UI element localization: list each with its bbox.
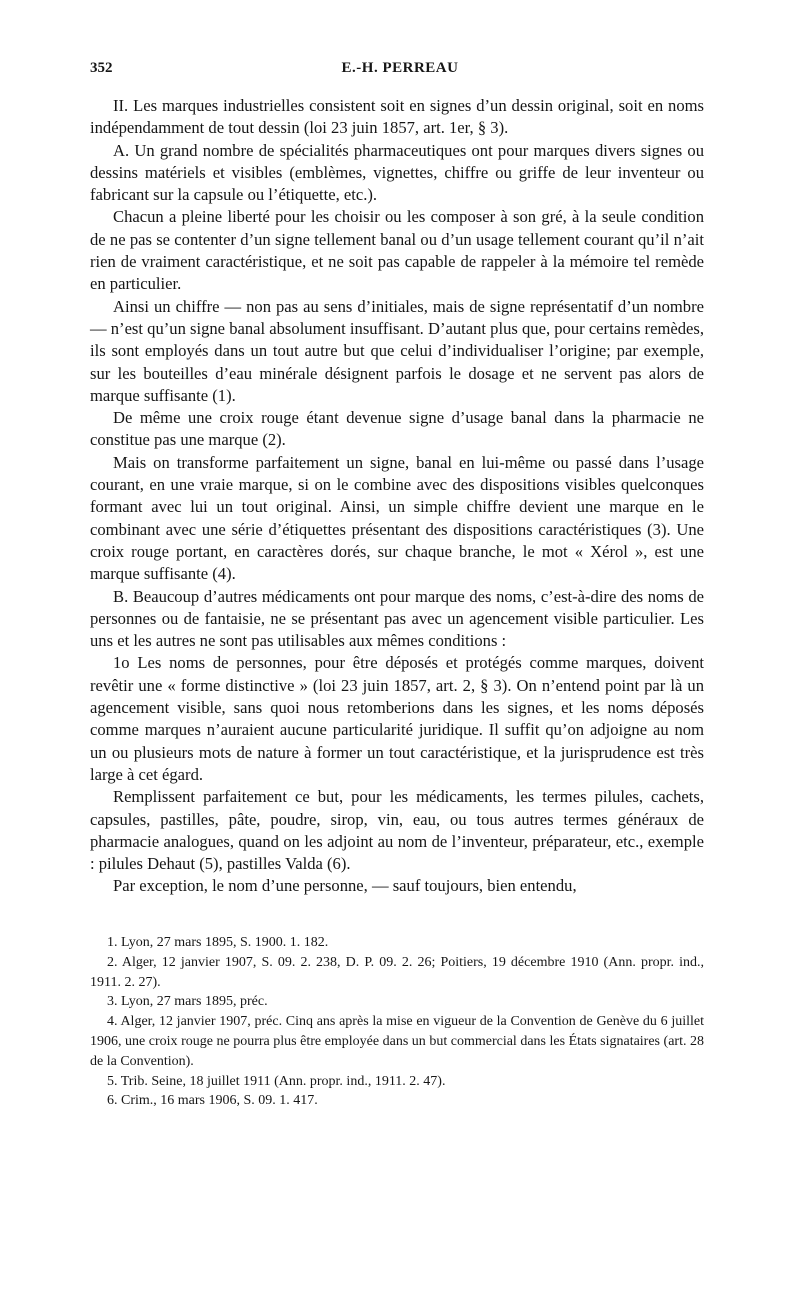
page-number: 352: [90, 60, 113, 76]
paragraph: A. Un grand nombre de spécialités pharmaceutiques ont pour marques divers signes ou dessins matériels et visibles (emblèmes, vignettes, chiffre ou griffe de leur inventeur ou fabricant sur la capsule ou l’étiquette, etc.).: [90, 140, 704, 205]
paragraph: Remplissent parfaitement ce but, pour les médicaments, les termes pilules, cachets, capsules, pastilles, pâte, poudre, sirop, vin, eau, ou tous autres termes généraux de pharmacie analogues, quand on les adjoint au nom de l’inventeur, préparateur, etc., exemple : pilules Dehaut (5), pastilles Valda (6).: [90, 787, 704, 874]
footnote: 2. Alger, 12 janvier 1907, S. 09. 2. 238, D. P. 09. 2. 26; Poitiers, 19 décembre 1910 (Ann. propr. ind., 1911. 2. 27).: [90, 954, 704, 990]
paragraph: 1o Les noms de personnes, pour être déposés et protégés comme marques, doivent revêtir une « forme distinctive » (loi 23 juin 1857, art. 2, § 3). On n’entend point par là un agencement visible, sans quoi nous retomberions dans les signes, et les noms déposés comme marques n’auraient aucune particularité juridique. Il suffit qu’on adjoigne au nom un ou plusieurs mots de nature à former un tout caractéristique, et la jurisprudence est très large à cet égard.: [90, 653, 704, 784]
paragraph: II. Les marques industrielles consistent soit en signes d’un dessin original, soit en noms indépendamment de tout dessin (loi 23 juin 1857, art. 1er, § 3).: [90, 96, 704, 138]
footnote: 1. Lyon, 27 mars 1895, S. 1900. 1. 182.: [107, 935, 329, 950]
footnote: 3. Lyon, 27 mars 1895, préc.: [107, 994, 268, 1010]
paragraph: B. Beaucoup d’autres médicaments ont pour marque des noms, c’est-à-dire des noms de personnes ou de fantaisie, ne se présentant pas avec un agencement visible particulier. Les uns et les autres ne sont pas utilisables aux mêmes conditions :: [90, 586, 704, 651]
running-title: E.-H. PERREAU: [341, 60, 459, 76]
footnote: 4. Alger, 12 janvier 1907, préc. Cinq ans après la mise en vigueur de la Convention de Genève du 6 juillet 1906, une croix rouge ne pourra plus être employée dans un but commercial dans les États signataires (art. 28 de la Convention).: [90, 1014, 704, 1069]
paragraph: De même une croix rouge étant devenue signe d’usage banal dans la pharmacie ne constitue pas une marque (2).: [90, 408, 704, 450]
paragraph: Chacun a pleine liberté pour les choisir ou les composer à son gré, à la seule condition de ne pas se contenter d’un signe tellement banal ou d’un usage tellement courant qu’il n’ait rien de vraiment caractéristique, et ne soit pas capable de rappeler à la mémoire tel remède en particulier.: [90, 207, 704, 294]
paragraph: Mais on transforme parfaitement un signe, banal en lui-même ou passé dans l’usage courant, en une vraie marque, si on le combine avec des dispositions visibles quelconques formant avec lui un tout original. Ainsi, un simple chiffre devient une marque en le combinant avec une série d’étiquettes présentant des dispositions caractéristiques (3). Une croix rouge portant, en caractères dorés, sur chaque branche, le mot « Xérol », est une marque suffisante (4).: [90, 452, 704, 584]
main-text: [90, 95, 704, 898]
footnote: 6. Crim., 16 mars 1906, S. 09. 1. 417.: [107, 1093, 318, 1109]
paragraph: Ainsi un chiffre — non pas au sens d’initiales, mais de signe représentatif d’un nombre — n’est qu’un signe banal absolument insuffisant. D’autant plus que, pour certains remèdes, ils sont employés dans un tout autre but que celui d’individualiser l’origine; par exemple, sur les bouteilles d’eau minérale désignent parfois le dosage et ne servent pas alors de marque suffisante (1).: [90, 296, 704, 405]
paragraph: Par exception, le nom d’une personne, — sauf toujours, bien entendu,: [113, 876, 577, 896]
running-header: [90, 60, 710, 86]
footnotes: [90, 933, 704, 1111]
footnote: 5. Trib. Seine, 18 juillet 1911 (Ann. propr. ind., 1911. 2. 47).: [107, 1073, 446, 1089]
